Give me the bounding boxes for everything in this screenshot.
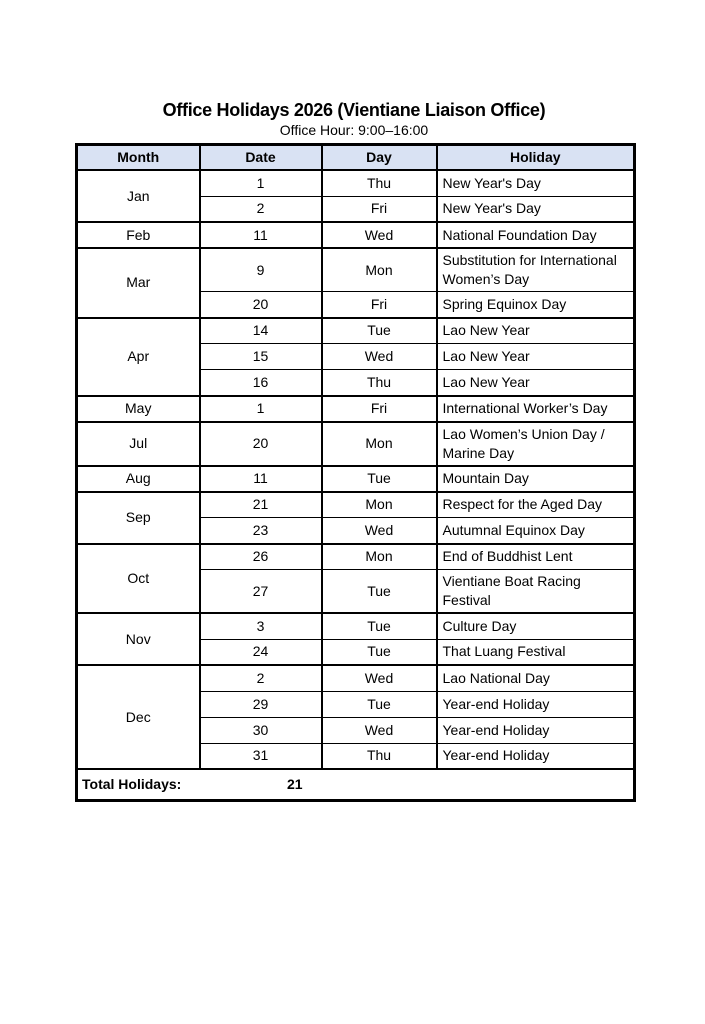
column-header-month: Month bbox=[77, 145, 200, 171]
holiday-cell: Lao New Year bbox=[437, 370, 635, 396]
month-cell: Sep bbox=[77, 492, 200, 544]
day-cell: Tue bbox=[322, 613, 437, 639]
holiday-cell: Lao National Day bbox=[437, 665, 635, 691]
date-cell: 27 bbox=[200, 570, 322, 614]
holiday-cell: Lao New Year bbox=[437, 344, 635, 370]
date-cell: 2 bbox=[200, 196, 322, 222]
holiday-cell: Culture Day bbox=[437, 613, 635, 639]
date-cell: 24 bbox=[200, 639, 322, 665]
holiday-cell: Respect for the Aged Day bbox=[437, 492, 635, 518]
column-header-date: Date bbox=[200, 145, 322, 171]
date-cell: 2 bbox=[200, 665, 322, 691]
day-cell: Wed bbox=[322, 222, 437, 248]
table-row bbox=[77, 318, 635, 344]
holiday-cell: Year-end Holiday bbox=[437, 717, 635, 743]
table-row bbox=[77, 248, 635, 292]
total-cell bbox=[77, 769, 635, 800]
day-cell: Tue bbox=[322, 318, 437, 344]
month-cell: Apr bbox=[77, 318, 200, 396]
month-cell: May bbox=[77, 396, 200, 422]
date-cell: 29 bbox=[200, 691, 322, 717]
day-cell: Mon bbox=[322, 422, 437, 466]
holidays-table bbox=[75, 143, 636, 802]
month-cell: Nov bbox=[77, 613, 200, 665]
page-subtitle: Office Hour: 9:00–16:00 bbox=[279, 122, 429, 138]
day-cell: Fri bbox=[322, 396, 437, 422]
date-cell: 15 bbox=[200, 344, 322, 370]
day-cell: Thu bbox=[322, 170, 437, 196]
day-cell: Tue bbox=[322, 570, 437, 614]
month-cell: Oct bbox=[77, 544, 200, 614]
holiday-cell: National Foundation Day bbox=[437, 222, 635, 248]
table-row bbox=[77, 170, 635, 196]
day-cell: Fri bbox=[322, 292, 437, 318]
date-cell: 1 bbox=[200, 396, 322, 422]
month-cell: Jul bbox=[77, 422, 200, 466]
day-cell: Mon bbox=[322, 544, 437, 570]
total-row bbox=[77, 769, 635, 800]
day-cell: Wed bbox=[322, 665, 437, 691]
table-row bbox=[77, 544, 635, 570]
day-cell: Wed bbox=[322, 518, 437, 544]
date-cell: 1 bbox=[200, 170, 322, 196]
day-cell: Wed bbox=[322, 717, 437, 743]
day-cell: Wed bbox=[322, 344, 437, 370]
holiday-cell: Lao Women’s Union Day / Marine Day bbox=[437, 422, 635, 466]
day-cell: Tue bbox=[322, 639, 437, 665]
date-cell: 20 bbox=[200, 422, 322, 466]
day-cell: Tue bbox=[322, 466, 437, 492]
total-label: Total Holidays: bbox=[82, 775, 182, 792]
month-cell: Aug bbox=[77, 466, 200, 492]
holiday-cell: New Year's Day bbox=[437, 196, 635, 222]
date-cell: 9 bbox=[200, 248, 322, 292]
table-row bbox=[77, 396, 635, 422]
total-value: 21 bbox=[287, 775, 303, 792]
holiday-cell: International Worker’s Day bbox=[437, 396, 635, 422]
table-row bbox=[77, 466, 635, 492]
table-row bbox=[77, 665, 635, 691]
holiday-cell: That Luang Festival bbox=[437, 639, 635, 665]
date-cell: 30 bbox=[200, 717, 322, 743]
holiday-cell: Year-end Holiday bbox=[437, 691, 635, 717]
day-cell: Mon bbox=[322, 248, 437, 292]
date-cell: 11 bbox=[200, 222, 322, 248]
holiday-cell: Autumnal Equinox Day bbox=[437, 518, 635, 544]
holiday-cell: Vientiane Boat Racing Festival bbox=[437, 570, 635, 614]
month-cell: Mar bbox=[77, 248, 200, 318]
table-row bbox=[77, 613, 635, 639]
month-cell: Feb bbox=[77, 222, 200, 248]
date-cell: 3 bbox=[200, 613, 322, 639]
column-header-day: Day bbox=[322, 145, 437, 171]
month-cell: Jan bbox=[77, 170, 200, 222]
holiday-cell: Mountain Day bbox=[437, 466, 635, 492]
holiday-cell: Lao New Year bbox=[437, 318, 635, 344]
holiday-cell: Year-end Holiday bbox=[437, 743, 635, 769]
table-row bbox=[77, 492, 635, 518]
day-cell: Thu bbox=[322, 743, 437, 769]
date-cell: 16 bbox=[200, 370, 322, 396]
table-row bbox=[77, 422, 635, 466]
holiday-cell: New Year's Day bbox=[437, 170, 635, 196]
date-cell: 14 bbox=[200, 318, 322, 344]
title-block bbox=[75, 99, 633, 140]
month-cell: Dec bbox=[77, 665, 200, 769]
day-cell: Fri bbox=[322, 196, 437, 222]
date-cell: 11 bbox=[200, 466, 322, 492]
date-cell: 31 bbox=[200, 743, 322, 769]
date-cell: 26 bbox=[200, 544, 322, 570]
date-cell: 23 bbox=[200, 518, 322, 544]
day-cell: Mon bbox=[322, 492, 437, 518]
date-cell: 21 bbox=[200, 492, 322, 518]
date-cell: 20 bbox=[200, 292, 322, 318]
holiday-cell: End of Buddhist Lent bbox=[437, 544, 635, 570]
holiday-cell: Substitution for International Women’s Day bbox=[437, 248, 635, 292]
page-title: Office Holidays 2026 (Vientiane Liaison Office) bbox=[162, 100, 546, 120]
header-row bbox=[77, 145, 635, 171]
day-cell: Thu bbox=[322, 370, 437, 396]
column-header-holiday: Holiday bbox=[437, 145, 635, 171]
day-cell: Tue bbox=[322, 691, 437, 717]
table-row bbox=[77, 222, 635, 248]
holiday-cell: Spring Equinox Day bbox=[437, 292, 635, 318]
